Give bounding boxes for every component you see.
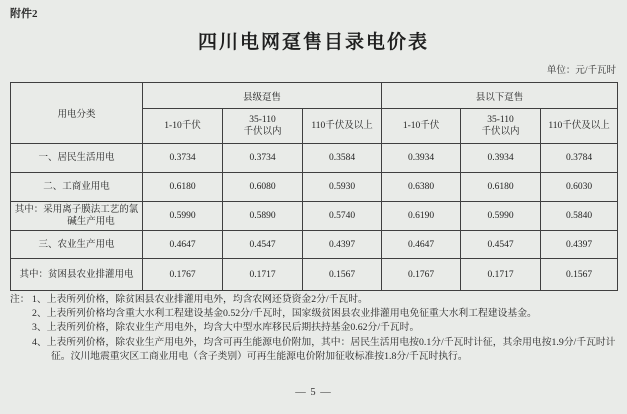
price-cell: 0.4547 xyxy=(223,231,303,259)
corner-header-cell: 用电分类 xyxy=(11,83,143,144)
price-cell: 0.4397 xyxy=(303,231,382,259)
price-cell: 0.4647 xyxy=(382,231,461,259)
voltage-header-line: 千伏以内 xyxy=(481,127,520,137)
voltage-header-line: 110千伏及以上 xyxy=(311,121,373,131)
price-cell: 0.6180 xyxy=(461,173,541,202)
footnote-item: 3、上表所列价格，除农业生产用电外，均含大中型水库移民后期扶持基金0.62分/千瓦时。 xyxy=(32,322,420,334)
footnote-item: 1、上表所列价格，除贫困县农业排灌用电外，均含农网还贷资金2分/千瓦时。 xyxy=(32,294,368,305)
category-label: 其中：采用离子膜法工艺的氯碱生产用电 xyxy=(14,205,139,227)
category-label: 其中：贫困县农业排灌用电 xyxy=(19,269,134,280)
category-label: 二、工商业用电 xyxy=(43,182,110,192)
table-row xyxy=(11,173,618,202)
voltage-header-cell xyxy=(303,109,382,144)
price-cell: 0.1717 xyxy=(461,259,541,291)
voltage-header-line: 35-110 xyxy=(249,115,276,125)
table-row xyxy=(11,202,618,231)
voltage-header-line: 1-10千伏 xyxy=(164,121,201,131)
category-cell xyxy=(11,144,143,173)
price-cell: 0.6030 xyxy=(541,173,618,202)
price-cell: 0.6080 xyxy=(223,173,303,202)
price-cell: 0.4547 xyxy=(461,231,541,259)
price-cell: 0.6380 xyxy=(382,173,461,202)
voltage-header-line: 35-110 xyxy=(487,115,514,125)
price-cell: 0.1567 xyxy=(303,259,382,291)
price-cell: 0.5840 xyxy=(541,202,618,231)
voltage-header-cell xyxy=(541,109,618,144)
table-group-header-row xyxy=(11,83,618,109)
footnotes xyxy=(10,293,622,364)
category-cell xyxy=(11,259,143,291)
voltage-header-cell xyxy=(382,109,461,144)
voltage-header-cell xyxy=(143,109,223,144)
price-cell: 0.6180 xyxy=(143,173,223,202)
price-cell: 0.3934 xyxy=(382,144,461,173)
voltage-header-line: 1-10千伏 xyxy=(402,121,440,131)
footnotes-prefix: 注： xyxy=(10,294,30,305)
price-cell: 0.3934 xyxy=(461,144,541,173)
category-cell xyxy=(11,202,143,231)
price-cell: 0.3784 xyxy=(541,144,618,173)
price-cell: 0.1767 xyxy=(143,259,223,291)
voltage-header-cell xyxy=(223,109,303,144)
category-label: 一、居民生活用电 xyxy=(38,153,115,163)
price-cell: 0.4397 xyxy=(541,231,618,259)
price-cell: 0.5890 xyxy=(223,202,303,231)
page-title: 四川电网趸售目录电价表 xyxy=(197,32,429,53)
price-cell: 0.3734 xyxy=(143,144,223,173)
category-cell xyxy=(11,231,143,259)
table-row xyxy=(11,231,618,259)
footnotes-list xyxy=(32,293,622,364)
attachment-label: 附件2 xyxy=(10,8,38,20)
table-row xyxy=(11,144,618,173)
price-cell: 0.1767 xyxy=(382,259,461,291)
category-cell xyxy=(11,173,143,202)
price-cell: 0.5930 xyxy=(303,173,382,202)
price-cell: 0.1717 xyxy=(223,259,303,291)
group-header-below-county: 县以下趸售 xyxy=(382,83,618,109)
group-header-county-level: 县级趸售 xyxy=(143,83,382,109)
category-label: 三、农业生产用电 xyxy=(38,239,115,250)
price-cell: 0.1567 xyxy=(541,259,618,291)
unit-label: 单位：元/千瓦时 xyxy=(546,66,616,76)
price-cell: 0.4647 xyxy=(143,231,223,259)
footnote-item: 4、上表所列价格，除农业生产用电外，均含可再生能源电价附加，其中：居民生活用电按0.1分/千瓦时计征，其余用电按1.9分/千瓦时计征。汶川地震重灾区工商业用电（含子类别）可再生能源电价附加征收标准按1.8分/千瓦时执行。 xyxy=(32,336,616,362)
price-cell: 0.6190 xyxy=(382,202,461,231)
voltage-header-cell xyxy=(461,109,541,144)
electricity-price-table xyxy=(10,82,618,291)
voltage-header-line: 110千伏及以上 xyxy=(548,121,610,131)
price-cell: 0.5990 xyxy=(143,202,223,231)
footnote-item: 2、上表所列价格均含重大水利工程建设基金0.52分/千瓦时，国家级贫困县农业排灌用电免征重大水利工程建设基金。 xyxy=(32,308,537,320)
price-cell: 0.3584 xyxy=(303,144,382,173)
price-cell: 0.5740 xyxy=(303,202,382,231)
table-row xyxy=(11,259,618,291)
price-cell: 0.5990 xyxy=(461,202,541,231)
price-cell: 0.3734 xyxy=(223,144,303,173)
page-number: — 5 — xyxy=(295,387,332,398)
voltage-header-line: 千伏以内 xyxy=(243,127,282,137)
